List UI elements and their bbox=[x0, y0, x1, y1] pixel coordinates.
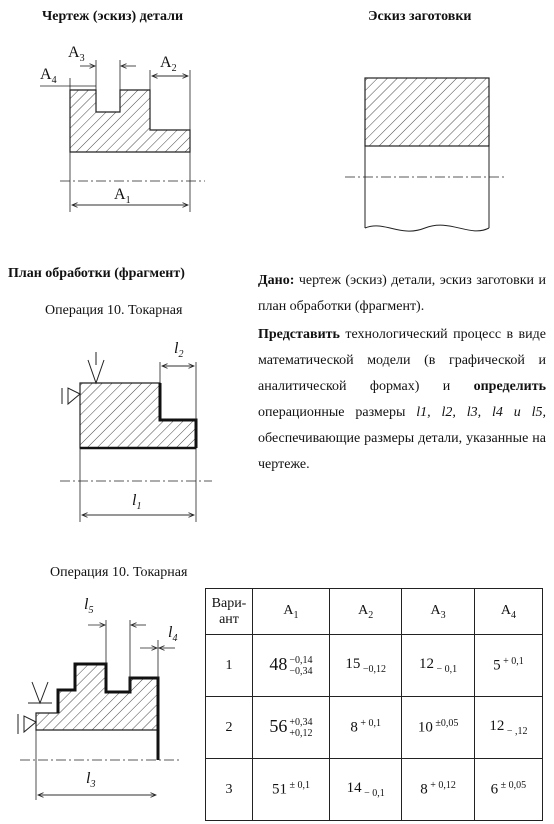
task-paragraph bbox=[258, 268, 546, 478]
header-variant: Вари-ант bbox=[206, 589, 253, 635]
given-text: чертеж (эскиз) детали, эскиз заготовки и план обработки (фрагмент). bbox=[258, 273, 546, 314]
cell-a2: 8 $^{+ 0,1}$ bbox=[329, 697, 402, 759]
cell-variant: 1 bbox=[206, 635, 253, 697]
cell-a3: 8 $^{+ 0,12}$ bbox=[402, 759, 474, 821]
task-text-3: обеспечивающие размеры детали, указанные на чертеже. bbox=[258, 431, 546, 472]
dim-l3-label: $l_3$ bbox=[86, 770, 96, 791]
cell-a2: 15 $_{-0,12}$ bbox=[329, 635, 402, 697]
part-sketch-heading: Чертеж (эскиз) детали bbox=[42, 9, 184, 24]
header-a2: $A_2$ bbox=[329, 589, 402, 635]
blank-sketch-drawing bbox=[345, 78, 505, 231]
cell-a4: 6 $^{\pm 0,05}$ bbox=[474, 759, 542, 821]
cell-a4: 5 $^{+ 0,1}$ bbox=[474, 635, 542, 697]
table-row bbox=[206, 635, 543, 697]
table-header-row bbox=[206, 589, 543, 635]
cell-a1: 51 $^{\pm 0,1}$ bbox=[253, 759, 330, 821]
header-a4: $A_4$ bbox=[474, 589, 542, 635]
dim-a2-label: $A_2$ bbox=[160, 54, 177, 75]
dim-l5-label: $l_5$ bbox=[84, 596, 94, 617]
header-a1: $A_1$ bbox=[253, 589, 330, 635]
task-text-1: технологический процесс в виде математической модели (в графической и аналитической формах) и bbox=[258, 327, 546, 394]
task-label-2: определить bbox=[473, 379, 546, 394]
cell-a3: 10 $^{\pm 0,05}$ bbox=[402, 697, 474, 759]
dim-l1-label: $l_1$ bbox=[132, 492, 142, 513]
cell-variant: 3 bbox=[206, 759, 253, 821]
blank-sketch-heading: Эскиз заготовки bbox=[368, 9, 472, 24]
dim-a1-label: $A_1$ bbox=[114, 186, 131, 207]
dim-l4-label: $l_4$ bbox=[168, 624, 178, 645]
header-a3: $A_3$ bbox=[402, 589, 474, 635]
variants-table bbox=[205, 588, 543, 821]
cell-a4: 12 $_{- ,12}$ bbox=[474, 697, 542, 759]
dim-a4-label: $A_4$ bbox=[40, 66, 57, 87]
table-row bbox=[206, 697, 543, 759]
cell-a2: 14 $_{- 0,1}$ bbox=[329, 759, 402, 821]
cell-variant: 2 bbox=[206, 697, 253, 759]
cell-a3: 12 $_{- 0,1}$ bbox=[402, 635, 474, 697]
task-text-2: операционные размеры bbox=[258, 405, 417, 420]
dim-l2-label: $l_2$ bbox=[174, 340, 184, 361]
op10-bottom-label: Операция 10. Токарная bbox=[50, 565, 188, 580]
plan-heading: План обработки (фрагмент) bbox=[8, 266, 185, 281]
op10-bottom-drawing bbox=[18, 620, 180, 800]
table-body bbox=[206, 635, 543, 821]
dim-a3-label: $A_3$ bbox=[68, 44, 85, 65]
cell-a1: 56 +0,34 +0,12 bbox=[253, 697, 330, 759]
cell-a1: 48 −0,14 −0,34 bbox=[253, 635, 330, 697]
task-label: Представить bbox=[258, 327, 340, 342]
table-row bbox=[206, 759, 543, 821]
op10-top-label: Операция 10. Токарная bbox=[45, 303, 183, 318]
task-list: l1, l2, l3, l4 и l5, bbox=[416, 405, 546, 420]
given-label: Дано: bbox=[258, 273, 295, 288]
